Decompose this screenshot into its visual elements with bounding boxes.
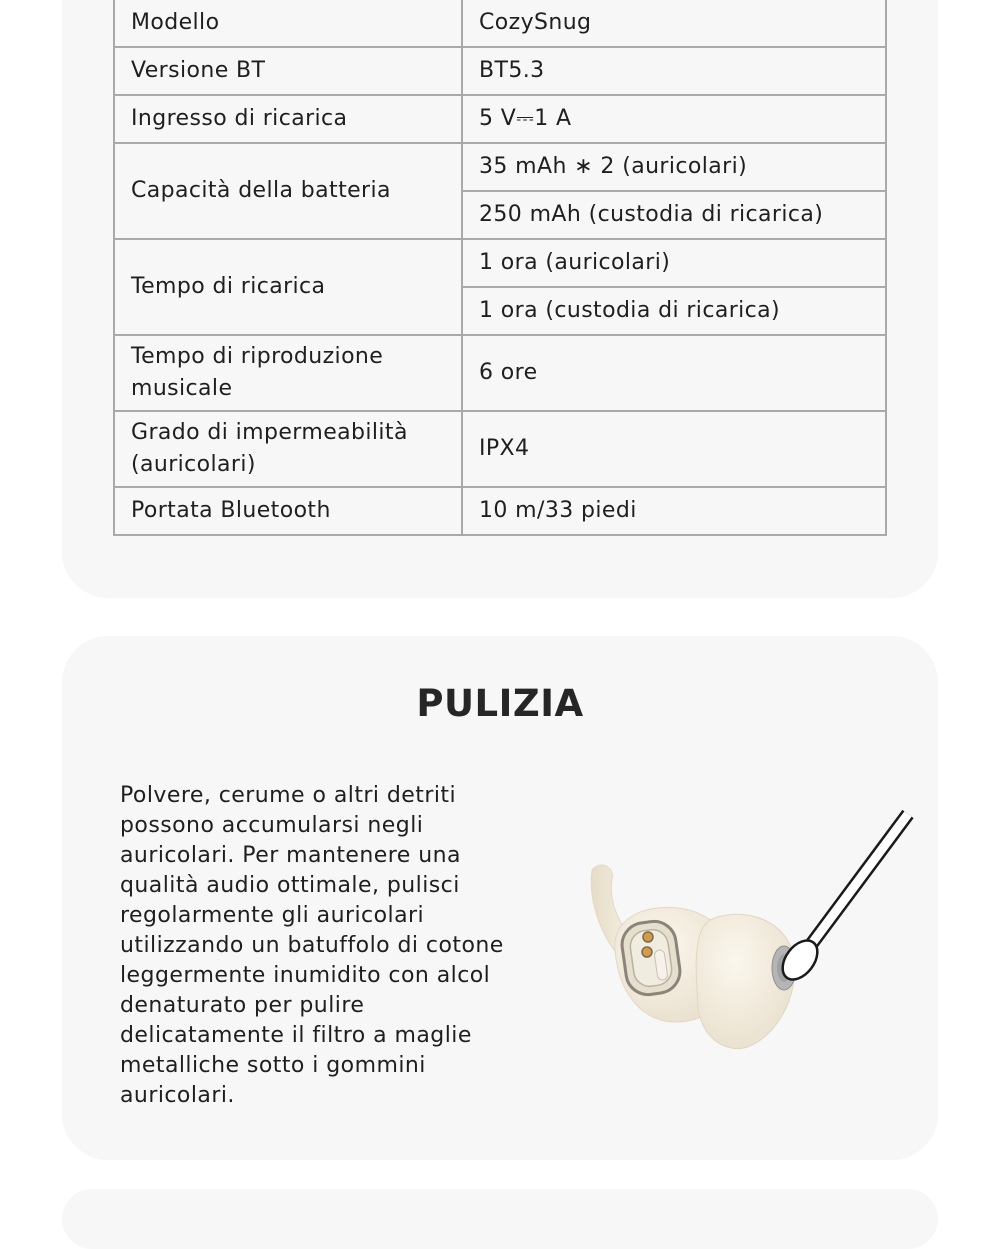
spec-value: 250 mAh (custodia di ricarica) [462,191,886,239]
table-row [114,95,886,143]
spec-label: Tempo di ricarica [114,239,462,335]
table-row [114,335,886,411]
table-row [114,47,886,95]
table-row [114,411,886,487]
spec-value: IPX4 [462,411,886,487]
earbud-cleaning-illustration [560,800,920,1060]
table-row [114,239,886,287]
table-row [114,0,886,47]
specs-table [113,0,887,536]
spec-value: 1 ora (custodia di ricarica) [462,287,886,335]
spec-label: Tempo di riproduzione musicale [114,335,462,411]
spec-label: Capacità della batteria [114,143,462,239]
spec-value: 6 ore [462,335,886,411]
table-row [114,487,886,535]
table-row [114,143,886,191]
spec-label: Ingresso di ricarica [114,95,462,143]
spec-value: 35 mAh ∗ 2 (auricolari) [462,143,886,191]
spec-value: 5 V⎓1 A [462,95,886,143]
next-section-card [62,1189,938,1249]
spec-value: 1 ora (auricolari) [462,239,886,287]
spec-label: Versione BT [114,47,462,95]
section-title: PULIZIA [416,682,584,725]
spec-value: CozySnug [462,0,886,47]
spec-label: Portata Bluetooth [114,487,462,535]
spec-label: Modello [114,0,462,47]
spec-value: BT5.3 [462,47,886,95]
earbud-icon [591,865,796,1049]
spec-value: 10 m/33 piedi [462,487,886,535]
spec-label: Grado di impermeabilità (auricolari) [114,411,462,487]
cleaning-instructions: Polvere, cerume o altri detriti possono accumularsi negli auricolari. Per mantenere una qualità audio ottimale, pulisci regolarmente gli auricolari utilizzando un batuffolo di cotone leggermente inumidito con alcol denaturato per pulire delicatamente il filtro a maglie metalliche sotto i gommini auricolari. [120,783,504,1108]
cotton-swab-icon [776,814,908,986]
